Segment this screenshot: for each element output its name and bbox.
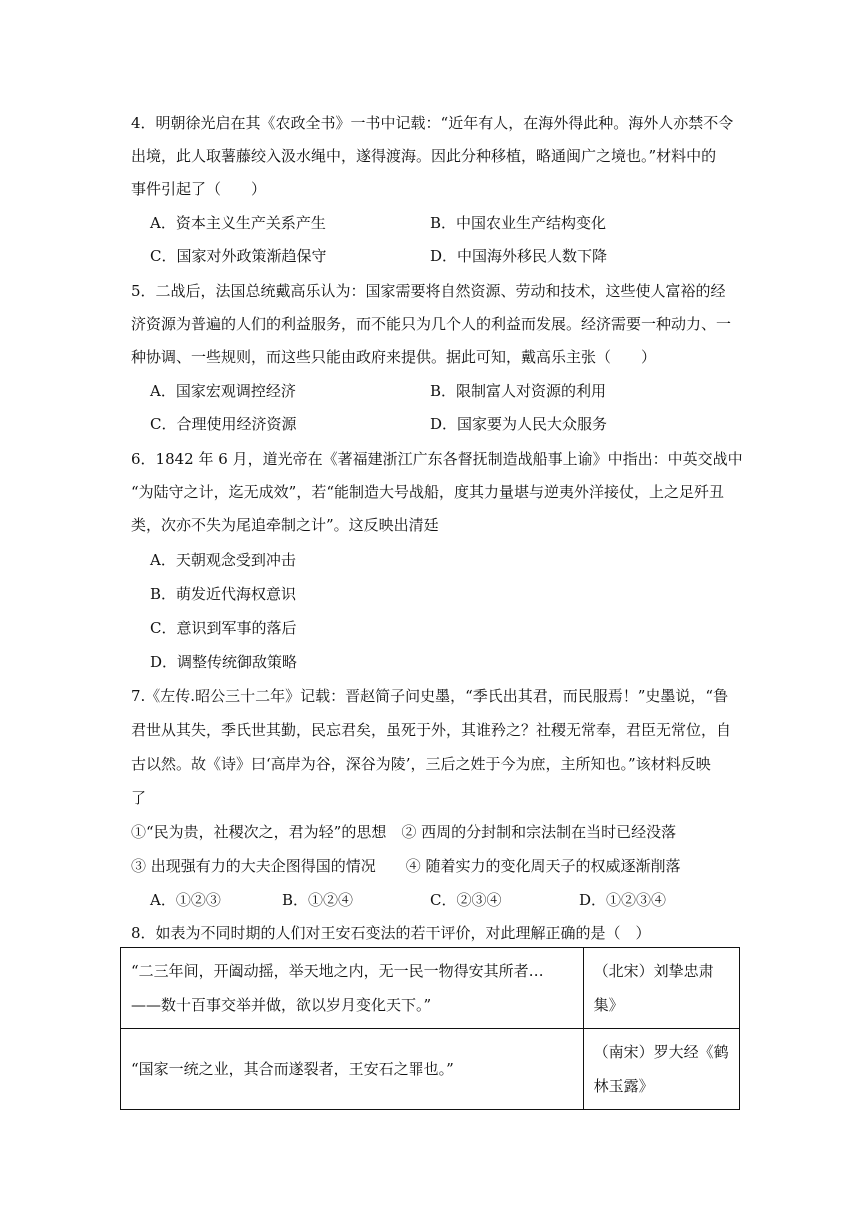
q5-option-c[interactable]: C．合理使用经济资源 bbox=[150, 415, 297, 433]
q5-stem-line-3: 种协调、一些规则，而这些只能由政府来提供。据此可知，戴高乐主张（ ） bbox=[131, 348, 657, 366]
q7-statement-line-2: ③ 出现强有力的大夫企图得国的情况 ④ 随着实力的变化周天子的权威逐渐削落 bbox=[131, 857, 681, 875]
q7-stem-line-1: 7.《左传.昭公三十二年》记载：晋赵简子问史墨，“季氏出其君，而民服焉！”史墨说，“鲁 bbox=[131, 687, 729, 705]
q6-stem-line-3: 类，次亦不失为尾追牵制之计”。这反映出清廷 bbox=[131, 516, 439, 534]
q7-option-b[interactable]: B．①②④ bbox=[282, 891, 354, 909]
q5-stem-line-1: 5．二战后，法国总统戴高乐认为：国家需要将自然资源、劳动和技术，这些使人富裕的经 bbox=[131, 282, 726, 300]
q7-option-a[interactable]: A．①②③ bbox=[150, 891, 221, 909]
table-row bbox=[121, 1029, 740, 1110]
quote-cell: “二三年间，开阖动摇，举天地之内，无一民一物得安其所者…——数十百事交举并做，欲以岁月变化天下。” bbox=[121, 948, 584, 1029]
quote-cell: “国家一统之业，其合而遂裂者，王安石之罪也。” bbox=[121, 1029, 584, 1110]
q6-option-d[interactable]: D．调整传统御敌策略 bbox=[150, 653, 298, 671]
q4-stem-line-3: 事件引起了（ ） bbox=[131, 180, 267, 198]
q6-option-b[interactable]: B．萌发近代海权意识 bbox=[150, 585, 297, 603]
table-row bbox=[121, 948, 740, 1029]
q4-stem-line-1: 4．明朝徐光启在其《农政全书》一书中记载：“近年有人，在海外得此种。海外人亦禁不令 bbox=[131, 114, 734, 132]
q4-option-a[interactable]: A．资本主义生产关系产生 bbox=[150, 214, 326, 232]
q7-stem-line-2: 君世从其失，季氏世其勤，民忘君矣，虽死于外，其谁矜之？社稷无常奉，君臣无常位，自 bbox=[131, 721, 732, 739]
q6-stem-line-1: 6．1842 年 6 月，道光帝在《著福建浙江广东各督抚制造战船事上谕》中指出：中英交战中 bbox=[131, 450, 743, 468]
source-cell: （北宋）刘挚忠肃集》 bbox=[583, 948, 739, 1029]
q8-stem-line: 8．如表为不同时期的人们对王安石变法的若干评价，对此理解正确的是（ ） bbox=[131, 924, 651, 942]
q7-option-c[interactable]: C．②③④ bbox=[430, 891, 502, 909]
q4-stem-line-2: 出境，此人取薯藤绞入汲水绳中，遂得渡海。因此分种移植，略通闽广之境也。”材料中的 bbox=[131, 147, 717, 165]
q6-option-a[interactable]: A．天朝观念受到冲击 bbox=[150, 551, 296, 569]
q7-stem-line-3: 古以然。故《诗》曰‘高岸为谷，深谷为陵’，三后之姓于今为庶，主所知也。”该材料反映 bbox=[131, 755, 711, 773]
q4-option-d[interactable]: D．中国海外移民人数下降 bbox=[430, 247, 608, 265]
q5-stem-line-2: 济资源为普遍的人们的利益服务，而不能只为几个人的利益而发展。经济需要一种动力、一 bbox=[131, 315, 732, 333]
q4-option-c[interactable]: C．国家对外政策渐趋保守 bbox=[150, 247, 327, 265]
q6-option-c[interactable]: C．意识到军事的落后 bbox=[150, 619, 297, 637]
q7-stem-line-4: 了 bbox=[131, 789, 147, 807]
q5-option-d[interactable]: D．国家要为人民大众服务 bbox=[430, 415, 608, 433]
source-cell: （南宋）罗大经《鹤林玉露》 bbox=[583, 1029, 739, 1110]
q7-statement-line-1: ①“民为贵，社稷次之，君为轻”的思想 ② 西周的分封制和宗法制在当时已经没落 bbox=[131, 823, 677, 841]
q4-option-b[interactable]: B．中国农业生产结构变化 bbox=[430, 214, 607, 232]
q5-option-b[interactable]: B．限制富人对资源的利用 bbox=[430, 382, 607, 400]
q5-option-a[interactable]: A．国家宏观调控经济 bbox=[150, 382, 296, 400]
evaluation-table bbox=[120, 947, 740, 1110]
q7-option-d[interactable]: D．①②③④ bbox=[579, 891, 667, 909]
q6-stem-line-2: “为陆守之计，迄无成效”，若“能制造大号战船，度其力量堪与逆夷外洋接仗，上之足歼丑 bbox=[131, 483, 725, 501]
